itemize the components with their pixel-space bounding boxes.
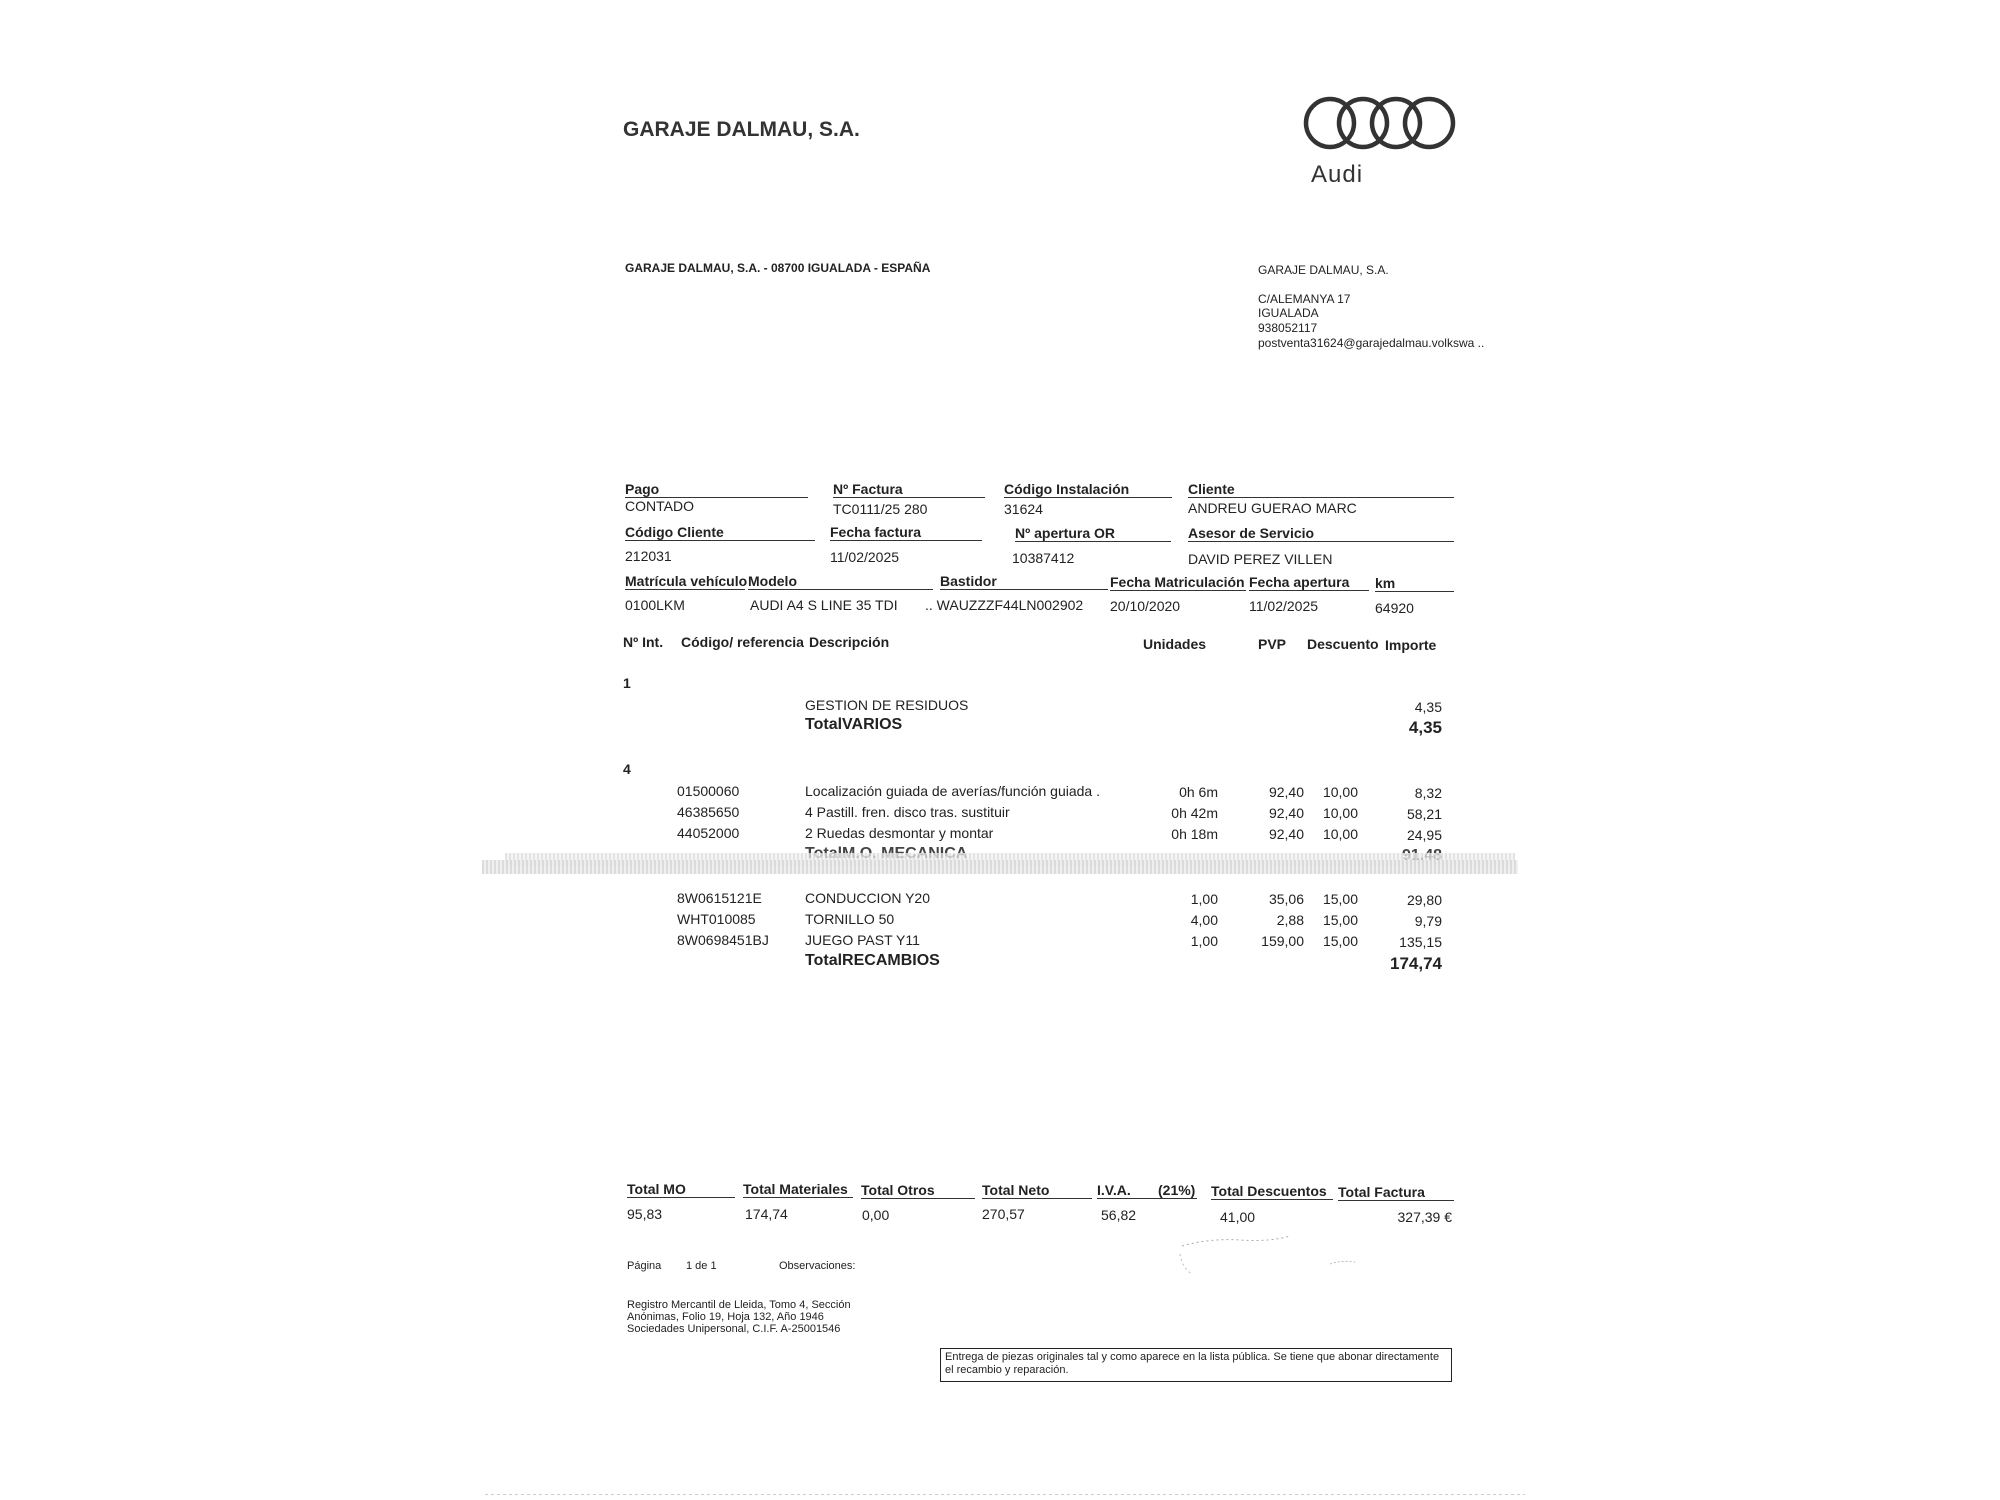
value-cliente: ANDREU GUERAO MARC: [1188, 500, 1357, 516]
scan-edge: [485, 1494, 1525, 1495]
col-nint: Nº Int.: [623, 634, 664, 650]
line-importe: 29,80: [1406, 892, 1442, 908]
line-codigo: 01500060: [677, 783, 740, 799]
value-total-neto: 270,57: [982, 1206, 1025, 1222]
label-total-descuentos: Total Descuentos: [1211, 1183, 1333, 1200]
line-description: GESTION DE RESIDUOS: [805, 697, 969, 713]
col-descripcion: Descripción: [809, 634, 890, 650]
label-asesor: Asesor de Servicio: [1188, 525, 1454, 542]
audi-rings-logo: [1302, 92, 1458, 154]
line-pvp: 159,00: [1261, 933, 1304, 949]
label-factura: Nº Factura: [833, 481, 985, 498]
line-importe: 9,79: [1414, 913, 1442, 929]
dealer-phone: 938052117: [1258, 321, 1318, 335]
line-description: Localización guiada de averías/función guiada .: [805, 783, 1100, 799]
page-value: 1 de 1: [686, 1260, 717, 1272]
label-bastidor: Bastidor: [940, 573, 1108, 590]
label-iva: I.V.A.: [1097, 1182, 1197, 1199]
label-fecha-matriculacion: Fecha Matriculación: [1110, 574, 1245, 590]
registry-line: Sociedades Unipersonal, C.I.F. A-25001546: [627, 1323, 841, 1335]
value-fecha-matriculacion: 20/10/2020: [1110, 598, 1181, 614]
line-codigo: 46385650: [677, 804, 740, 820]
value-factura: TC0111/25 280: [833, 501, 928, 517]
line-description: 4 Pastill. fren. disco tras. sustituir: [805, 804, 1010, 820]
line-codigo: WHT010085: [677, 911, 756, 927]
registry-line: Registro Mercantil de Lleida, Tomo 4, Sección: [627, 1299, 851, 1311]
line-descuento: 10,00: [1322, 784, 1358, 800]
value-asesor: DAVID PEREZ VILLEN: [1188, 551, 1333, 567]
line-codigo: 8W0698451BJ: [677, 932, 769, 948]
col-descuento: Descuento: [1307, 636, 1379, 652]
value-total-factura: 327,39 €: [1397, 1209, 1452, 1225]
label-cliente: Cliente: [1188, 481, 1454, 498]
label-total-otros: Total Otros: [861, 1182, 975, 1199]
value-fecha-factura: 11/02/2025: [830, 549, 900, 565]
label-pago: Pago: [625, 481, 808, 498]
dealer-name: GARAJE DALMAU, S.A.: [1258, 263, 1389, 277]
line-description: JUEGO PAST Y11: [805, 932, 920, 948]
label-fecha-factura: Fecha factura: [830, 524, 982, 541]
line-codigo: 44052000: [677, 825, 740, 841]
company-name: GARAJE DALMAU, S.A.: [623, 118, 860, 141]
parts-delivery-note: Entrega de piezas originales tal y como aparece en la lista pública. Se tiene que abonar directamente el recambio y reparación.: [940, 1348, 1452, 1382]
line-importe: 8,32: [1414, 785, 1442, 801]
observaciones-label: Observaciones:: [779, 1260, 856, 1272]
line-codigo: 8W0615121E: [677, 890, 762, 906]
line-descuento: 15,00: [1322, 912, 1358, 928]
line-importe: 135,15: [1399, 934, 1442, 950]
label-total-neto: Total Neto: [982, 1182, 1092, 1199]
label-total-factura: Total Factura: [1338, 1184, 1454, 1201]
value-iva: 56,82: [1101, 1207, 1137, 1223]
value-pago: CONTADO: [625, 498, 694, 514]
value-apertura-or: 10387412: [1012, 550, 1075, 566]
dealer-email: postventa31624@garajedalmau.volkswa ..: [1258, 336, 1485, 350]
line-unidades: 0h 42m: [1171, 805, 1218, 821]
line-importe: 58,21: [1406, 806, 1442, 822]
col-unidades: Unidades: [1143, 636, 1207, 652]
dealer-street: C/ALEMANYA 17: [1258, 292, 1351, 306]
group-total-value: 4,35: [1408, 718, 1442, 737]
line-unidades: 1,00: [1190, 933, 1218, 949]
col-importe: Importe: [1385, 637, 1437, 653]
value-matricula: 0100LKM: [625, 597, 685, 613]
label-matricula: Matrícula vehículo: [625, 573, 748, 589]
line-pvp: 35,06: [1268, 891, 1304, 907]
label-iva-rate: (21%): [1158, 1182, 1196, 1198]
line-unidades: 4,00: [1190, 912, 1218, 928]
label-fecha-apertura: Fecha apertura: [1249, 574, 1369, 591]
label-instalacion: Código Instalación: [1004, 481, 1172, 498]
line-descuento: 10,00: [1322, 826, 1358, 842]
value-instalacion: 31624: [1004, 501, 1043, 517]
label-codigo-cliente: Código Cliente: [625, 524, 815, 541]
value-modelo: AUDI A4 S LINE 35 TDI: [750, 597, 898, 613]
line-pvp: 2,88: [1276, 912, 1304, 928]
value-fecha-apertura: 11/02/2025: [1249, 598, 1319, 614]
line-description: TORNILLO 50: [805, 911, 895, 927]
group-total-label: TotalVARIOS: [805, 716, 903, 733]
line-descuento: 10,00: [1322, 805, 1358, 821]
value-bastidor: .. WAUZZZF44LN002902: [925, 597, 1084, 613]
scan-artifact-band: [482, 860, 1518, 874]
line-description: CONDUCCION Y20: [805, 890, 930, 906]
line-importe: 4,35: [1414, 699, 1442, 715]
line-unidades: 0h 6m: [1179, 784, 1218, 800]
value-total-otros: 0,00: [862, 1207, 890, 1223]
line-unidades: 0h 18m: [1171, 826, 1218, 842]
line-description: 2 Ruedas desmontar y montar: [805, 825, 994, 841]
label-total-mo: Total MO: [627, 1181, 735, 1198]
value-total-descuentos: 41,00: [1220, 1209, 1256, 1225]
group-total-label: TotalRECAMBIOS: [805, 952, 940, 969]
registry-line: Anónimas, Folio 19, Hoja 132, Año 1946: [627, 1311, 824, 1323]
line-pvp: 92,40: [1268, 805, 1304, 821]
label-apertura-or: Nº apertura OR: [1015, 525, 1171, 542]
line-pvp: 92,40: [1268, 784, 1304, 800]
value-total-materiales: 174,74: [745, 1206, 788, 1222]
group-number: 1: [623, 675, 631, 691]
value-codigo-cliente: 212031: [625, 548, 672, 564]
line-descuento: 15,00: [1322, 891, 1358, 907]
line-descuento: 15,00: [1322, 933, 1358, 949]
group-total-value: 174,74: [1390, 954, 1442, 973]
sender-line: GARAJE DALMAU, S.A. - 08700 IGUALADA - ESPAÑA: [625, 261, 931, 275]
col-pvp: PVP: [1258, 636, 1287, 652]
value-km: 64920: [1375, 600, 1414, 616]
line-pvp: 92,40: [1268, 826, 1304, 842]
label-total-materiales: Total Materiales: [743, 1181, 853, 1198]
page-label: Página: [627, 1260, 662, 1272]
line-unidades: 1,00: [1190, 891, 1218, 907]
line-importe: 24,95: [1406, 827, 1442, 843]
dealer-city: IGUALADA: [1258, 306, 1319, 320]
value-total-mo: 95,83: [627, 1206, 663, 1222]
label-km: km: [1375, 575, 1454, 592]
signature-scribble: [1170, 1224, 1370, 1284]
col-codigo: Código/ referencia: [681, 634, 804, 650]
group-number: 4: [623, 761, 631, 777]
label-modelo: Modelo: [748, 573, 933, 590]
audi-brand-text: Audi: [1311, 161, 1364, 188]
